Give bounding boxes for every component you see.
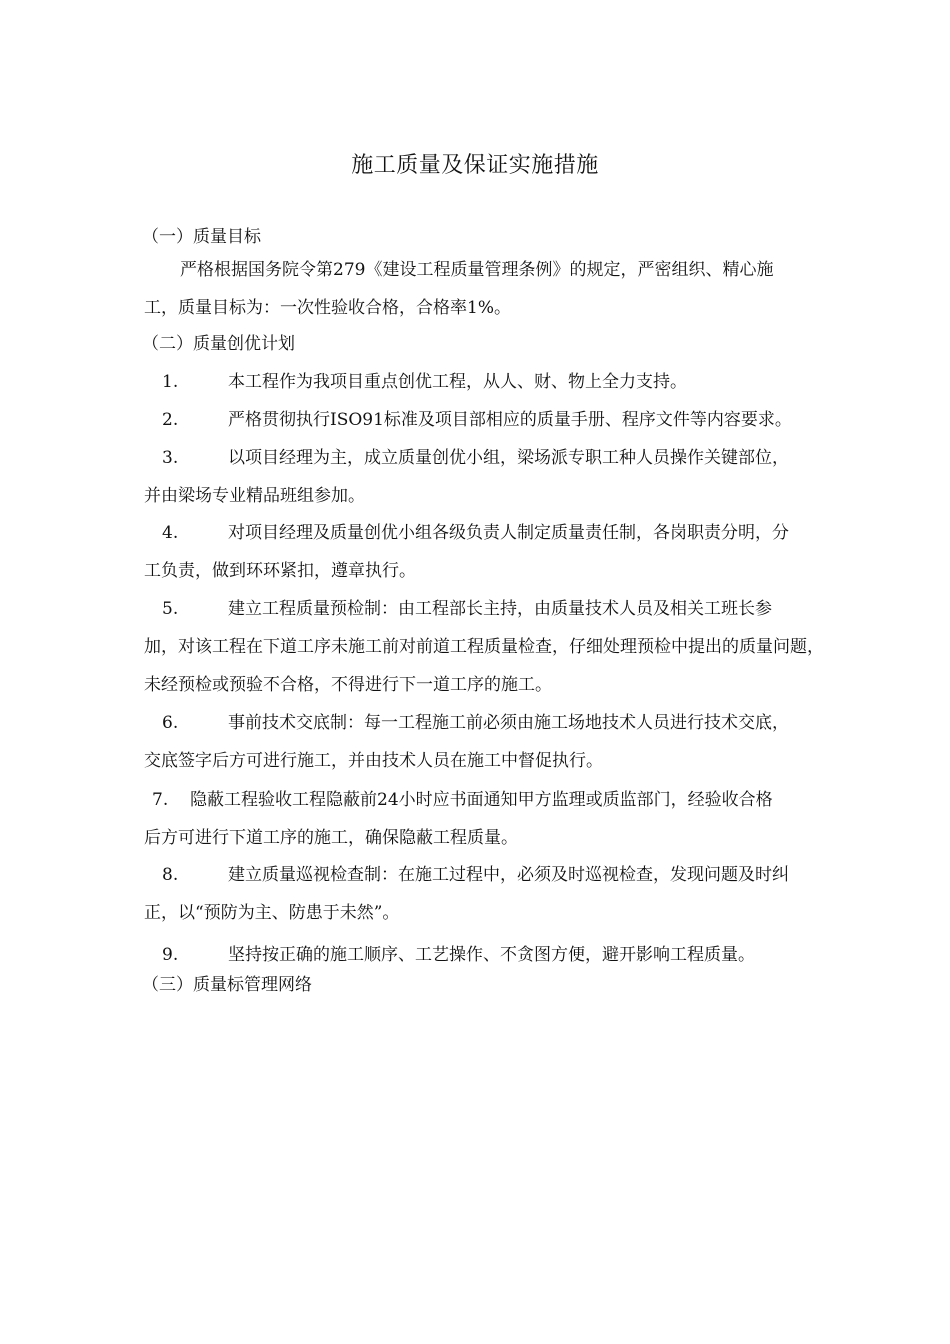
plan-item — [144, 439, 824, 515]
plan-item — [144, 401, 824, 439]
plan-item — [144, 781, 824, 857]
plan-item — [144, 936, 824, 974]
plan-item-number: 2. — [162, 410, 179, 430]
plan-item-number: 5. — [162, 599, 179, 619]
plan-item-number: 1. — [162, 372, 179, 392]
plan-item-number: 3. — [162, 448, 179, 468]
page-title: 施工质量及保证实施措施 — [351, 153, 599, 178]
plan-item — [144, 363, 824, 401]
plan-item-continuation: 正，以“预防为主、防患于未然”。 — [144, 903, 400, 923]
section-heading-quality-goal: （一）质量目标 — [142, 227, 261, 247]
plan-item-number: 4. — [162, 523, 179, 543]
quality-goal-line-2: 工，质量目标为：一次性验收合格，合格率1%。 — [144, 298, 511, 318]
plan-item-number: 7. — [152, 790, 169, 810]
plan-item-text: 事前技术交底制：每一工程施工前必须由施工场地技术人员进行技术交底， — [228, 713, 789, 733]
plan-item-number: 6. — [162, 713, 179, 733]
plan-item — [144, 590, 824, 704]
plan-item-number: 8. — [162, 865, 179, 885]
plan-item-text: 建立质量巡视检查制：在施工过程中，必须及时巡视检查，发现问题及时纠 — [228, 865, 789, 885]
plan-item-continuation: 工负责，做到环环紧扣，遵章执行。 — [144, 561, 416, 581]
plan-item-text: 隐蔽工程验收工程隐蔽前24小时应书面通知甲方监理或质监部门，经验收合格 — [190, 790, 773, 810]
plan-item-continuation: 加，对该工程在下道工序未施工前对前道工程质量检查，仔细处理预检中提出的质量问题，未经预检或预验不合格，不得进行下一道工序的施工。 — [144, 637, 824, 695]
quality-goal-paragraph — [144, 251, 824, 327]
plan-item-continuation: 并由梁场专业精品班组参加。 — [144, 486, 365, 506]
section-heading-quality-plan: （二）质量创优计划 — [142, 334, 295, 354]
plan-item-text: 对项目经理及质量创优小组各级负责人制定质量责任制，各岗职责分明，分 — [228, 523, 789, 543]
plan-item-text: 以项目经理为主，成立质量创优小组，梁场派专职工种人员操作关键部位， — [228, 448, 789, 468]
plan-item-continuation: 后方可进行下道工序的施工，确保隐蔽工程质量。 — [144, 828, 518, 848]
quality-goal-line-1: 严格根据国务院令第279《建设工程质量管理条例》的规定，严密组织、精心施 — [180, 260, 774, 280]
plan-item-text: 建立工程质量预检制：由工程部长主持，由质量技术人员及相关工班长参 — [228, 599, 772, 619]
plan-item — [144, 856, 824, 932]
section-heading-quality-network: （三）质量标管理网络 — [142, 975, 312, 995]
plan-item-text: 本工程作为我项目重点创优工程，从人、财、物上全力支持。 — [228, 372, 687, 392]
plan-item-text: 坚持按正确的施工顺序、工艺操作、不贪图方便，避开影响工程质量。 — [228, 945, 755, 965]
plan-item — [144, 514, 824, 590]
plan-item-number: 9. — [162, 945, 179, 965]
plan-item — [144, 704, 824, 780]
plan-item-continuation: 交底签字后方可进行施工，并由技术人员在施工中督促执行。 — [144, 751, 603, 771]
plan-item-text: 严格贯彻执行ISO91标准及项目部相应的质量手册、程序文件等内容要求。 — [228, 410, 792, 430]
